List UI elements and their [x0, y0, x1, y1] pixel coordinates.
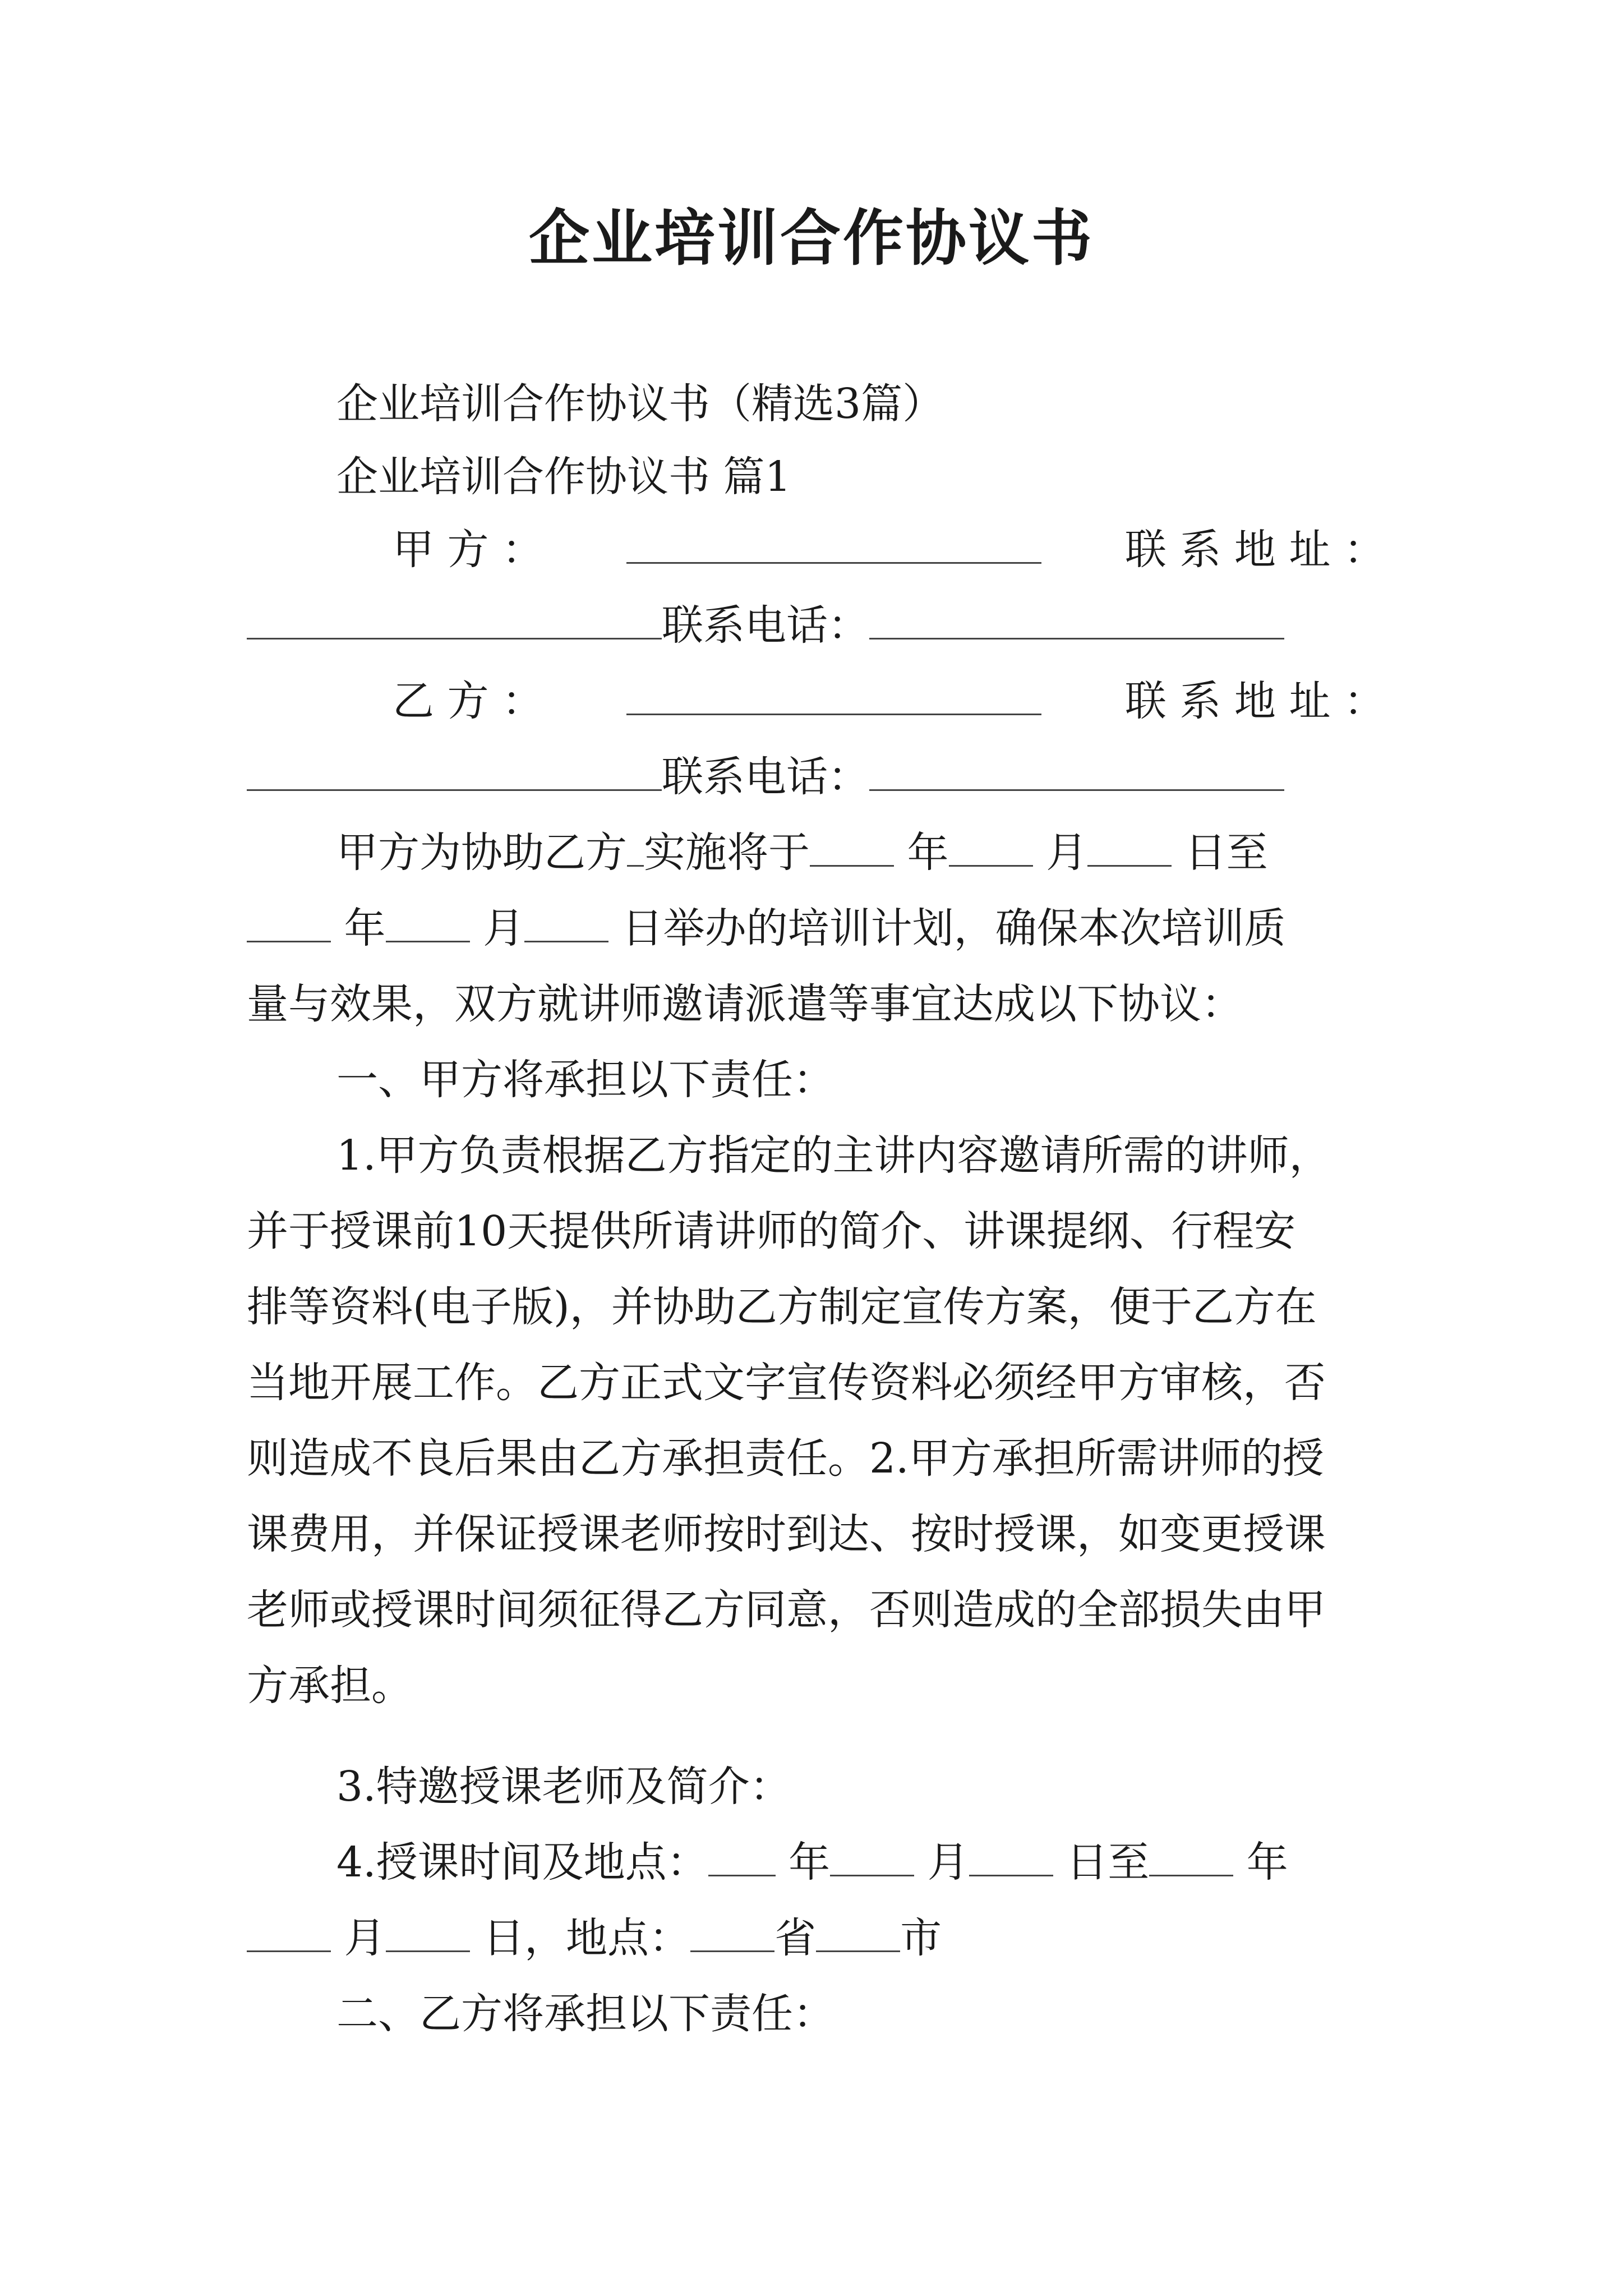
clause1-line: 老师或授课时间须征得乙方同意，否则造成的全部损失由甲 [247, 1586, 1326, 1634]
year-label: 年 [907, 829, 949, 877]
party-a-row [393, 519, 1385, 581]
party-a-phone-label: 联系电话： [662, 601, 869, 650]
clause4-line-2 [247, 1907, 1385, 1969]
province-blank[interactable] [690, 1916, 774, 1952]
party-b-phone-label: 联系电话： [662, 753, 869, 801]
intro-line-1 [336, 822, 1385, 884]
party-b-address-label: 联 系 地 址 ： [1124, 677, 1385, 725]
blank[interactable] [247, 906, 331, 942]
party-b-name-blank[interactable] [626, 679, 1041, 715]
month-label: 月 [927, 1838, 969, 1887]
month-label: 月 [1046, 829, 1088, 877]
intro-text: 甲方为协助乙方 [336, 829, 627, 877]
clause1-line: 并于授课前10天提供所请讲师的简介、讲课提纲、行程安 [247, 1207, 1296, 1255]
section-heading: 企业培训合作协议书 篇1 [336, 453, 791, 501]
clause1-line: 则造成不良后果由乙方承担责任。2.甲方承担所需讲师的授 [247, 1434, 1324, 1483]
day-to-label: 日至 [1066, 1838, 1150, 1887]
blank[interactable] [1087, 830, 1172, 867]
blank[interactable] [386, 906, 470, 942]
party-a-phone-row [247, 595, 1385, 656]
party-a-address-label: 联 系 地 址 ： [1124, 526, 1385, 574]
province-label: 省 [774, 1914, 817, 1962]
city-label: 市 [900, 1914, 942, 1962]
clause1-line: 方承担。 [247, 1662, 413, 1710]
document-title: 企业培训合作协议书 [528, 203, 1094, 274]
intro-line-2 [247, 898, 1385, 959]
intro-line-3: 量与效果，双方就讲师邀请派遣等事宜达成以下协议： [247, 980, 1243, 1028]
blank[interactable] [524, 906, 608, 942]
party-a-label: 甲 方 ： [393, 526, 544, 574]
subtitle: 企业培训合作协议书（精选3篇） [336, 380, 944, 428]
part2-heading: 二、乙方将承担以下责任： [336, 1990, 834, 2038]
blank[interactable] [1149, 1840, 1233, 1876]
party-b-phone-blank[interactable] [869, 754, 1284, 791]
party-b-address-blank[interactable] [247, 754, 662, 791]
part1-heading: 一、甲方将承担以下责任： [336, 1056, 834, 1104]
party-b-row [393, 670, 1385, 732]
city-blank[interactable] [816, 1916, 900, 1952]
clause4-line-1 [336, 1832, 1385, 1893]
clause1-line: 1.甲方负责根据乙方指定的主讲内容邀请所需的讲师， [336, 1131, 1331, 1180]
year-label: 年 [1246, 1838, 1288, 1887]
party-a-name-blank[interactable] [626, 527, 1041, 564]
blank[interactable] [969, 1840, 1053, 1876]
blank[interactable] [247, 1916, 331, 1952]
month-label: 月 [483, 904, 525, 953]
blank[interactable] [386, 1916, 470, 1952]
clause3: 3.特邀授课老师及简介： [336, 1763, 791, 1811]
party-a-address-blank[interactable] [247, 603, 662, 639]
year-label: 年 [789, 1838, 831, 1887]
day-to-label: 日至 [1184, 829, 1268, 877]
intro-text: 日举办的培训计划，确保本次培训质 [621, 904, 1286, 953]
clause1-line: 当地开展工作。乙方正式文字宣传资料必须经甲方审核，否 [247, 1359, 1326, 1407]
month-label: 月 [344, 1914, 386, 1962]
party-a-phone-blank[interactable] [869, 603, 1284, 639]
clause1-line: 课费用，并保证授课老师按时到达、按时授课，如变更授课 [247, 1510, 1326, 1558]
party-b-phone-row [247, 746, 1385, 808]
blank[interactable] [810, 830, 894, 867]
year-label: 年 [344, 904, 386, 953]
party-b-label: 乙 方 ： [393, 677, 544, 725]
clause1-line: 排等资料(电子版)，并协助乙方制定宣传方案，便于乙方在 [247, 1283, 1317, 1331]
blank[interactable] [708, 1840, 776, 1876]
blank[interactable] [830, 1840, 914, 1876]
clause4-label: 4.授课时间及地点： [336, 1838, 708, 1887]
blank[interactable] [627, 830, 644, 867]
blank[interactable] [949, 830, 1033, 867]
intro-text: 实施将于 [644, 829, 810, 877]
day-location-label: 日，地点： [483, 1914, 691, 1962]
